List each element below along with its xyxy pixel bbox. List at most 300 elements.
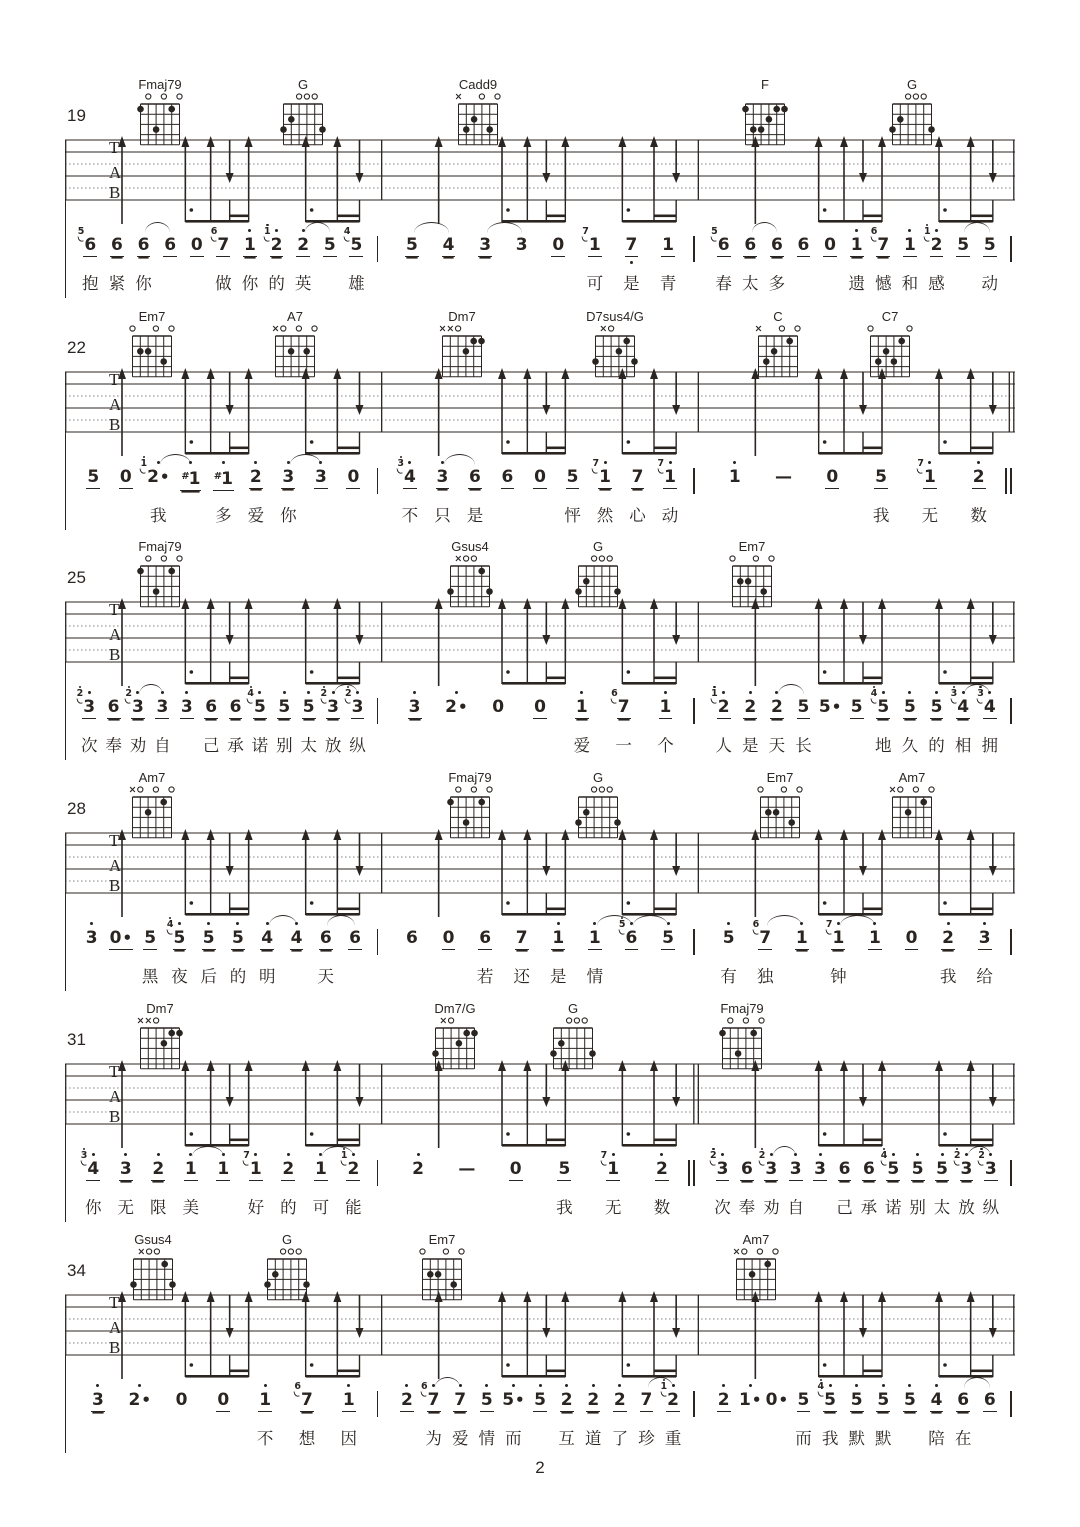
jianpu-line (65, 458, 1015, 532)
note-token (737, 1389, 764, 1453)
note-token (104, 234, 131, 298)
lyric-char: 放 (324, 737, 342, 755)
grace-note: 6 (210, 226, 218, 237)
note-token (870, 1389, 897, 1453)
note-token (577, 927, 614, 991)
lyric-char: 憾 (875, 275, 892, 293)
note-digit: 5 (911, 1158, 925, 1181)
note-digit: 6 (862, 1159, 875, 1179)
lyric-char: 做 (215, 275, 232, 293)
note-digit: 5 6 (711, 226, 730, 255)
note-digit: 7 (631, 467, 644, 487)
duration-dot: • (831, 698, 842, 716)
chord-name: Fmaj79 (138, 77, 182, 92)
grace-octave-dot (128, 686, 130, 688)
note-digit: 0 (824, 235, 836, 255)
note-token (240, 1150, 273, 1222)
tab-letter: B (109, 415, 121, 434)
tab-letter: T (109, 1062, 120, 1081)
note-digit: 6 (110, 235, 123, 255)
note-digit: 1 2 (270, 234, 284, 257)
note-digit: 1 (588, 927, 602, 950)
note-token (817, 696, 844, 760)
note-token (316, 234, 343, 298)
note-token (976, 688, 1003, 760)
note-digit: 7 1 (243, 1150, 262, 1179)
grace-note: 1 (661, 1382, 668, 1392)
rest-token (183, 234, 210, 298)
grace-octave-dot (883, 1148, 885, 1150)
note-digit: 1 2 (666, 1389, 680, 1412)
rest-token (337, 466, 370, 530)
octave-dot-above (332, 691, 335, 694)
note-digit: 1 (728, 466, 742, 488)
note-digit: 1 (795, 927, 809, 950)
note-digit: 5 (876, 1389, 890, 1412)
octave-dot-above (295, 922, 298, 925)
lyric-char: 有 (720, 968, 737, 986)
lyric-char: 是 (466, 507, 484, 525)
note-token (467, 234, 504, 298)
note-token (923, 696, 950, 760)
chord-name: Em7 (766, 770, 794, 785)
lyric-char: 可 (586, 275, 604, 293)
note-token (286, 1381, 328, 1453)
octave-dot-above (667, 922, 670, 925)
grace-octave-dot (953, 686, 955, 688)
lyric-char: 心 (629, 507, 646, 525)
grace-note: 7 (600, 1150, 608, 1161)
note-digit: 3 4 (956, 696, 970, 719)
lyric-char: 遗 (848, 275, 865, 293)
note-digit: 4 5 (173, 927, 187, 950)
grace-octave-dot (266, 224, 268, 226)
chord-name: G (281, 1232, 293, 1247)
jianpu-measure (65, 688, 374, 762)
lyric-char: 我 (556, 1199, 573, 1217)
grace-note: 1 (341, 1151, 348, 1161)
lyric-char: 太 (742, 275, 759, 293)
note-token (474, 1389, 501, 1453)
note-digit: 6 7 (294, 1381, 313, 1410)
note-token (76, 688, 101, 760)
lyric-char: 能 (345, 1199, 362, 1217)
note-digit: 6 (107, 697, 120, 717)
note-token (175, 696, 199, 760)
octave-dot-above (592, 1384, 595, 1387)
note-digit: 3 (85, 927, 99, 949)
note-digit: 1 (575, 696, 589, 719)
octave-dot-below (630, 261, 633, 264)
note-digit: 5 (480, 1389, 494, 1412)
note-token (735, 1158, 759, 1222)
note-token (540, 1158, 589, 1222)
note-token (950, 1389, 977, 1453)
note-digit: 0• (765, 1390, 789, 1410)
note-digit: 5 (722, 927, 736, 949)
note-token (710, 927, 747, 991)
lyric-char: 默 (875, 1430, 892, 1448)
lyric-char: 数 (970, 507, 987, 525)
note-token (923, 1389, 950, 1453)
note-digit: 5 (957, 235, 970, 255)
grace-octave-dot (979, 686, 981, 688)
barline (690, 1389, 698, 1455)
grace-note: 2 (77, 689, 84, 699)
octave-dot-above (669, 461, 672, 464)
lyric-char: 而 (505, 1430, 522, 1448)
lyric-char: 个 (657, 737, 674, 755)
lyric-char: 的 (280, 1199, 297, 1217)
note-digit: 2 3 (764, 1158, 778, 1181)
lyric-char: 独 (756, 968, 774, 986)
lyric-char: 你 (241, 275, 259, 293)
note-token (77, 466, 110, 530)
measure-number: 31 (67, 1030, 86, 1049)
octave-dot-above (459, 1384, 462, 1387)
lyric-char: 然 (596, 507, 614, 525)
note-digit: 1 (662, 235, 674, 255)
octave-dot-above (664, 691, 667, 694)
jianpu-measure (698, 1150, 1007, 1224)
jianpu-line (65, 1150, 1015, 1224)
note-digit: 6 (205, 697, 218, 717)
grace-note: 1 (140, 459, 147, 469)
grace-note: 2 (978, 1151, 985, 1161)
note-digit: 5 (930, 696, 944, 719)
note-token (447, 1389, 474, 1453)
note-digit: 7 1 (657, 458, 676, 487)
note-digit: 3 (436, 466, 450, 489)
note-digit: 5 (144, 928, 157, 948)
grace-note: 2 (710, 1151, 717, 1161)
note-token (710, 466, 759, 530)
chord-name: Dm7/G (434, 1001, 476, 1016)
octave-dot-above (222, 461, 225, 464)
note-digit: 2 3 (984, 1158, 998, 1181)
note-digit: 6 (469, 467, 481, 487)
lyric-char: 夜 (171, 968, 188, 986)
note-token (603, 688, 645, 760)
lyric-char: 天 (317, 968, 334, 986)
grace-note: 2 (345, 689, 352, 699)
note-token (110, 1158, 143, 1222)
note-digit: 6 (229, 697, 242, 717)
note-digit: 6 (137, 235, 150, 255)
note-token (905, 458, 954, 530)
tab-staff (65, 136, 1015, 232)
lyric-char: 是 (742, 737, 759, 755)
grace-note: 5 (711, 226, 718, 237)
note-digit: 3 (978, 927, 992, 950)
note-token (272, 466, 305, 530)
note-digit: 6 (501, 467, 514, 487)
tab-letter: A (109, 1318, 122, 1337)
note-digit: 0 (534, 467, 546, 487)
grace-note: 6 (294, 1381, 302, 1392)
note-digit: 2 3 (131, 696, 145, 719)
system (65, 78, 1015, 306)
lyric-char: 相 (954, 737, 972, 755)
note-digit: 5 (533, 1389, 547, 1412)
note-token (817, 1381, 844, 1453)
lyric-char: 无 (604, 1199, 622, 1217)
note-digit: 1 2 (930, 234, 944, 257)
octave-dot-above (157, 1153, 160, 1156)
jianpu-line (65, 688, 1015, 762)
note-token (930, 1158, 954, 1222)
note-digit: 7 1 (917, 458, 936, 487)
note-token (710, 1389, 737, 1453)
tab-letter: A (109, 856, 122, 875)
note-digit: 6 7 (752, 919, 772, 948)
note-token (577, 226, 614, 298)
lyric-char: 动 (981, 275, 998, 293)
grace-note: 7 (243, 1150, 250, 1161)
grace-note: 2 (759, 1151, 766, 1161)
grace-note: 6 (870, 226, 878, 237)
note-digit: 4 5 (876, 696, 890, 719)
lyric-char: 无 (921, 507, 939, 525)
octave-dot-above (672, 1384, 675, 1387)
note-token (540, 927, 577, 991)
note-digit: 3 (515, 235, 528, 255)
grace-note: 4 (818, 1382, 825, 1392)
note-digit: 4 5 (253, 696, 267, 719)
note-token (311, 927, 340, 991)
octave-dot-above (935, 1384, 938, 1387)
lyric-char: 紧 (108, 275, 126, 293)
lyric-char: 奉 (738, 1199, 756, 1217)
note-token (613, 234, 650, 298)
system (65, 310, 1015, 538)
note-digit: 5 (661, 927, 675, 950)
note-token (394, 1389, 421, 1453)
note-digit: 6 (319, 928, 332, 948)
note-token (843, 1389, 870, 1453)
note-token (328, 1389, 370, 1453)
note-token (142, 1158, 175, 1222)
grace-note: 2 (321, 689, 328, 699)
lyric-char: 劝 (763, 1199, 780, 1217)
note-token (870, 226, 897, 298)
chord-name: Dm7 (146, 1001, 174, 1016)
note-token (950, 688, 977, 760)
lyric-char: 次 (80, 737, 98, 755)
octave-dot-above (88, 691, 91, 694)
octave-dot-above (935, 229, 938, 232)
note-digit: 2 3 (351, 696, 365, 719)
note-digit: 5 6 (625, 927, 639, 950)
note-digit: 5• (818, 697, 842, 717)
grace-note: 2 (954, 1151, 961, 1161)
note-token (709, 1150, 734, 1222)
octave-dot-above (962, 691, 965, 694)
jianpu-measure (698, 226, 1007, 300)
note-digit: 5 (903, 696, 917, 719)
note-token (897, 1389, 924, 1453)
note-digit: 5 (323, 235, 336, 255)
note-token (553, 1389, 580, 1453)
note-token (223, 927, 252, 991)
note-digit: 3 4 (86, 1158, 100, 1181)
note-digit: 2 (770, 696, 784, 719)
lyric-char: 重 (664, 1430, 682, 1448)
note-token (119, 1389, 161, 1453)
octave-dot-above (441, 461, 444, 464)
grace-note: 3 (81, 1151, 88, 1161)
lyric-char: 和 (901, 275, 919, 293)
note-digit: 0• (109, 928, 133, 948)
rest-token (491, 1158, 540, 1222)
note-digit: 5 (935, 1158, 949, 1181)
octave-dot-above (829, 1384, 832, 1387)
rest-token (106, 927, 135, 991)
tab-letter: T (109, 370, 120, 389)
note-digit: 0 (442, 928, 455, 948)
lyric-char: 英 (294, 275, 312, 293)
lyric-char: 只 (434, 507, 451, 525)
octave-dot-above (892, 1153, 895, 1156)
lyric-char: 人 (715, 737, 732, 755)
jianpu-line (65, 919, 1015, 993)
note-digit: 6 (797, 235, 810, 255)
rest-token (764, 1389, 791, 1453)
rest-token (524, 466, 557, 530)
lyric-char: 钟 (830, 968, 847, 986)
note-digit: 2 (411, 1158, 425, 1180)
note-token (337, 1150, 370, 1222)
lyric-char: 奉 (105, 737, 122, 755)
lyric-char: 数 (653, 1199, 671, 1217)
octave-dot-above (356, 691, 359, 694)
lyric-char: 诺 (251, 737, 269, 755)
grace-note: 5 (619, 920, 626, 930)
grace-note: 4 (871, 689, 878, 699)
rest-token (161, 1389, 203, 1453)
tab-letter: B (109, 1107, 121, 1126)
lyric-char: 可 (312, 1199, 330, 1217)
note-token (976, 1389, 1003, 1453)
note-token (978, 1150, 1003, 1222)
note-token (435, 696, 477, 760)
lyric-char: 次 (714, 1199, 731, 1217)
jianpu-measure (65, 1381, 374, 1455)
note-digit: 7 (453, 1389, 467, 1412)
octave-dot-above (882, 691, 885, 694)
note-digit: 6 7 (870, 226, 890, 255)
note-digit: 7 1 (592, 458, 611, 487)
lyric-char: 多 (215, 507, 232, 525)
octave-dot-above (455, 691, 458, 694)
note-token (340, 927, 369, 991)
tab-staff (65, 598, 1015, 694)
tab-staff (65, 368, 1015, 464)
lyric-char: 黑 (141, 968, 159, 986)
note-digit: 2 • (128, 1389, 152, 1411)
grace-octave-dot (79, 686, 81, 688)
note-digit: 3 (314, 466, 328, 489)
note-digit: 3 (155, 696, 169, 719)
lyric-char: 承 (860, 1199, 878, 1217)
double-barline (690, 1158, 698, 1224)
lyric-char: 限 (150, 1199, 167, 1217)
grace-note: 4 (247, 689, 254, 699)
jianpu-measure (382, 688, 691, 762)
lyric-char: 放 (958, 1199, 975, 1217)
note-token (737, 234, 764, 298)
note-digit: 1 (342, 1389, 356, 1412)
note-digit: 1 2 • (146, 466, 170, 488)
note-token (420, 1381, 447, 1453)
chord-name: Am7 (898, 770, 926, 785)
note-token (654, 458, 687, 530)
tab-letter: T (109, 600, 120, 619)
grace-octave-dot (761, 1148, 763, 1150)
note-digit: 4 (930, 1389, 944, 1412)
chord-name: G (592, 770, 604, 785)
chord-name: C7 (881, 309, 899, 324)
note-digit: 0 (905, 928, 918, 948)
grace-octave-dot (712, 1148, 714, 1150)
note-digit: 2 (613, 1389, 627, 1412)
jianpu-measure (382, 1150, 691, 1224)
note-digit: 5 6 (77, 226, 97, 255)
note-token (790, 696, 817, 760)
jianpu-measure (698, 919, 1007, 993)
lyric-char: 地 (875, 737, 892, 755)
note-token (290, 234, 317, 298)
octave-dot-above (749, 691, 752, 694)
note-digit: 2 (151, 1158, 165, 1181)
lyric-char: 在 (954, 1430, 972, 1448)
note-token (650, 927, 687, 991)
rest-token (110, 466, 143, 530)
lyric-char: 我 (939, 968, 957, 986)
note-token (125, 688, 150, 760)
octave-dot-above (604, 461, 607, 464)
note-token (556, 466, 589, 530)
chord-name: Em7 (138, 309, 166, 324)
octave-dot-above (287, 461, 290, 464)
barline (1007, 927, 1015, 993)
lyric-char: 互 (558, 1430, 575, 1448)
grace-note: 7 (657, 458, 665, 469)
grace-note: 4 (881, 1151, 888, 1161)
note-digit: 5 (406, 235, 418, 255)
grace-note: 5 (77, 226, 85, 237)
jianpu-measure (382, 919, 691, 993)
note-digit: 3 (91, 1389, 105, 1412)
barline (374, 1389, 382, 1455)
note-token (305, 466, 338, 530)
tab-letter: T (109, 138, 120, 157)
chord-name: Fmaj79 (448, 770, 492, 785)
note-token (790, 234, 817, 298)
note-digit: 1 • (738, 1389, 762, 1411)
note-digit: 2 (249, 466, 263, 489)
grace-note: 7 (592, 458, 600, 469)
note-digit: 0 (217, 1390, 230, 1410)
barline (374, 696, 382, 762)
note-digit: 4 5 (343, 226, 363, 255)
note-digit: 5 (202, 927, 216, 950)
barline (1007, 234, 1015, 300)
note-token (953, 1150, 978, 1222)
note-digit: 1 (903, 234, 917, 257)
lyric-char: 情 (478, 1430, 496, 1448)
tab-letter: B (109, 645, 121, 664)
